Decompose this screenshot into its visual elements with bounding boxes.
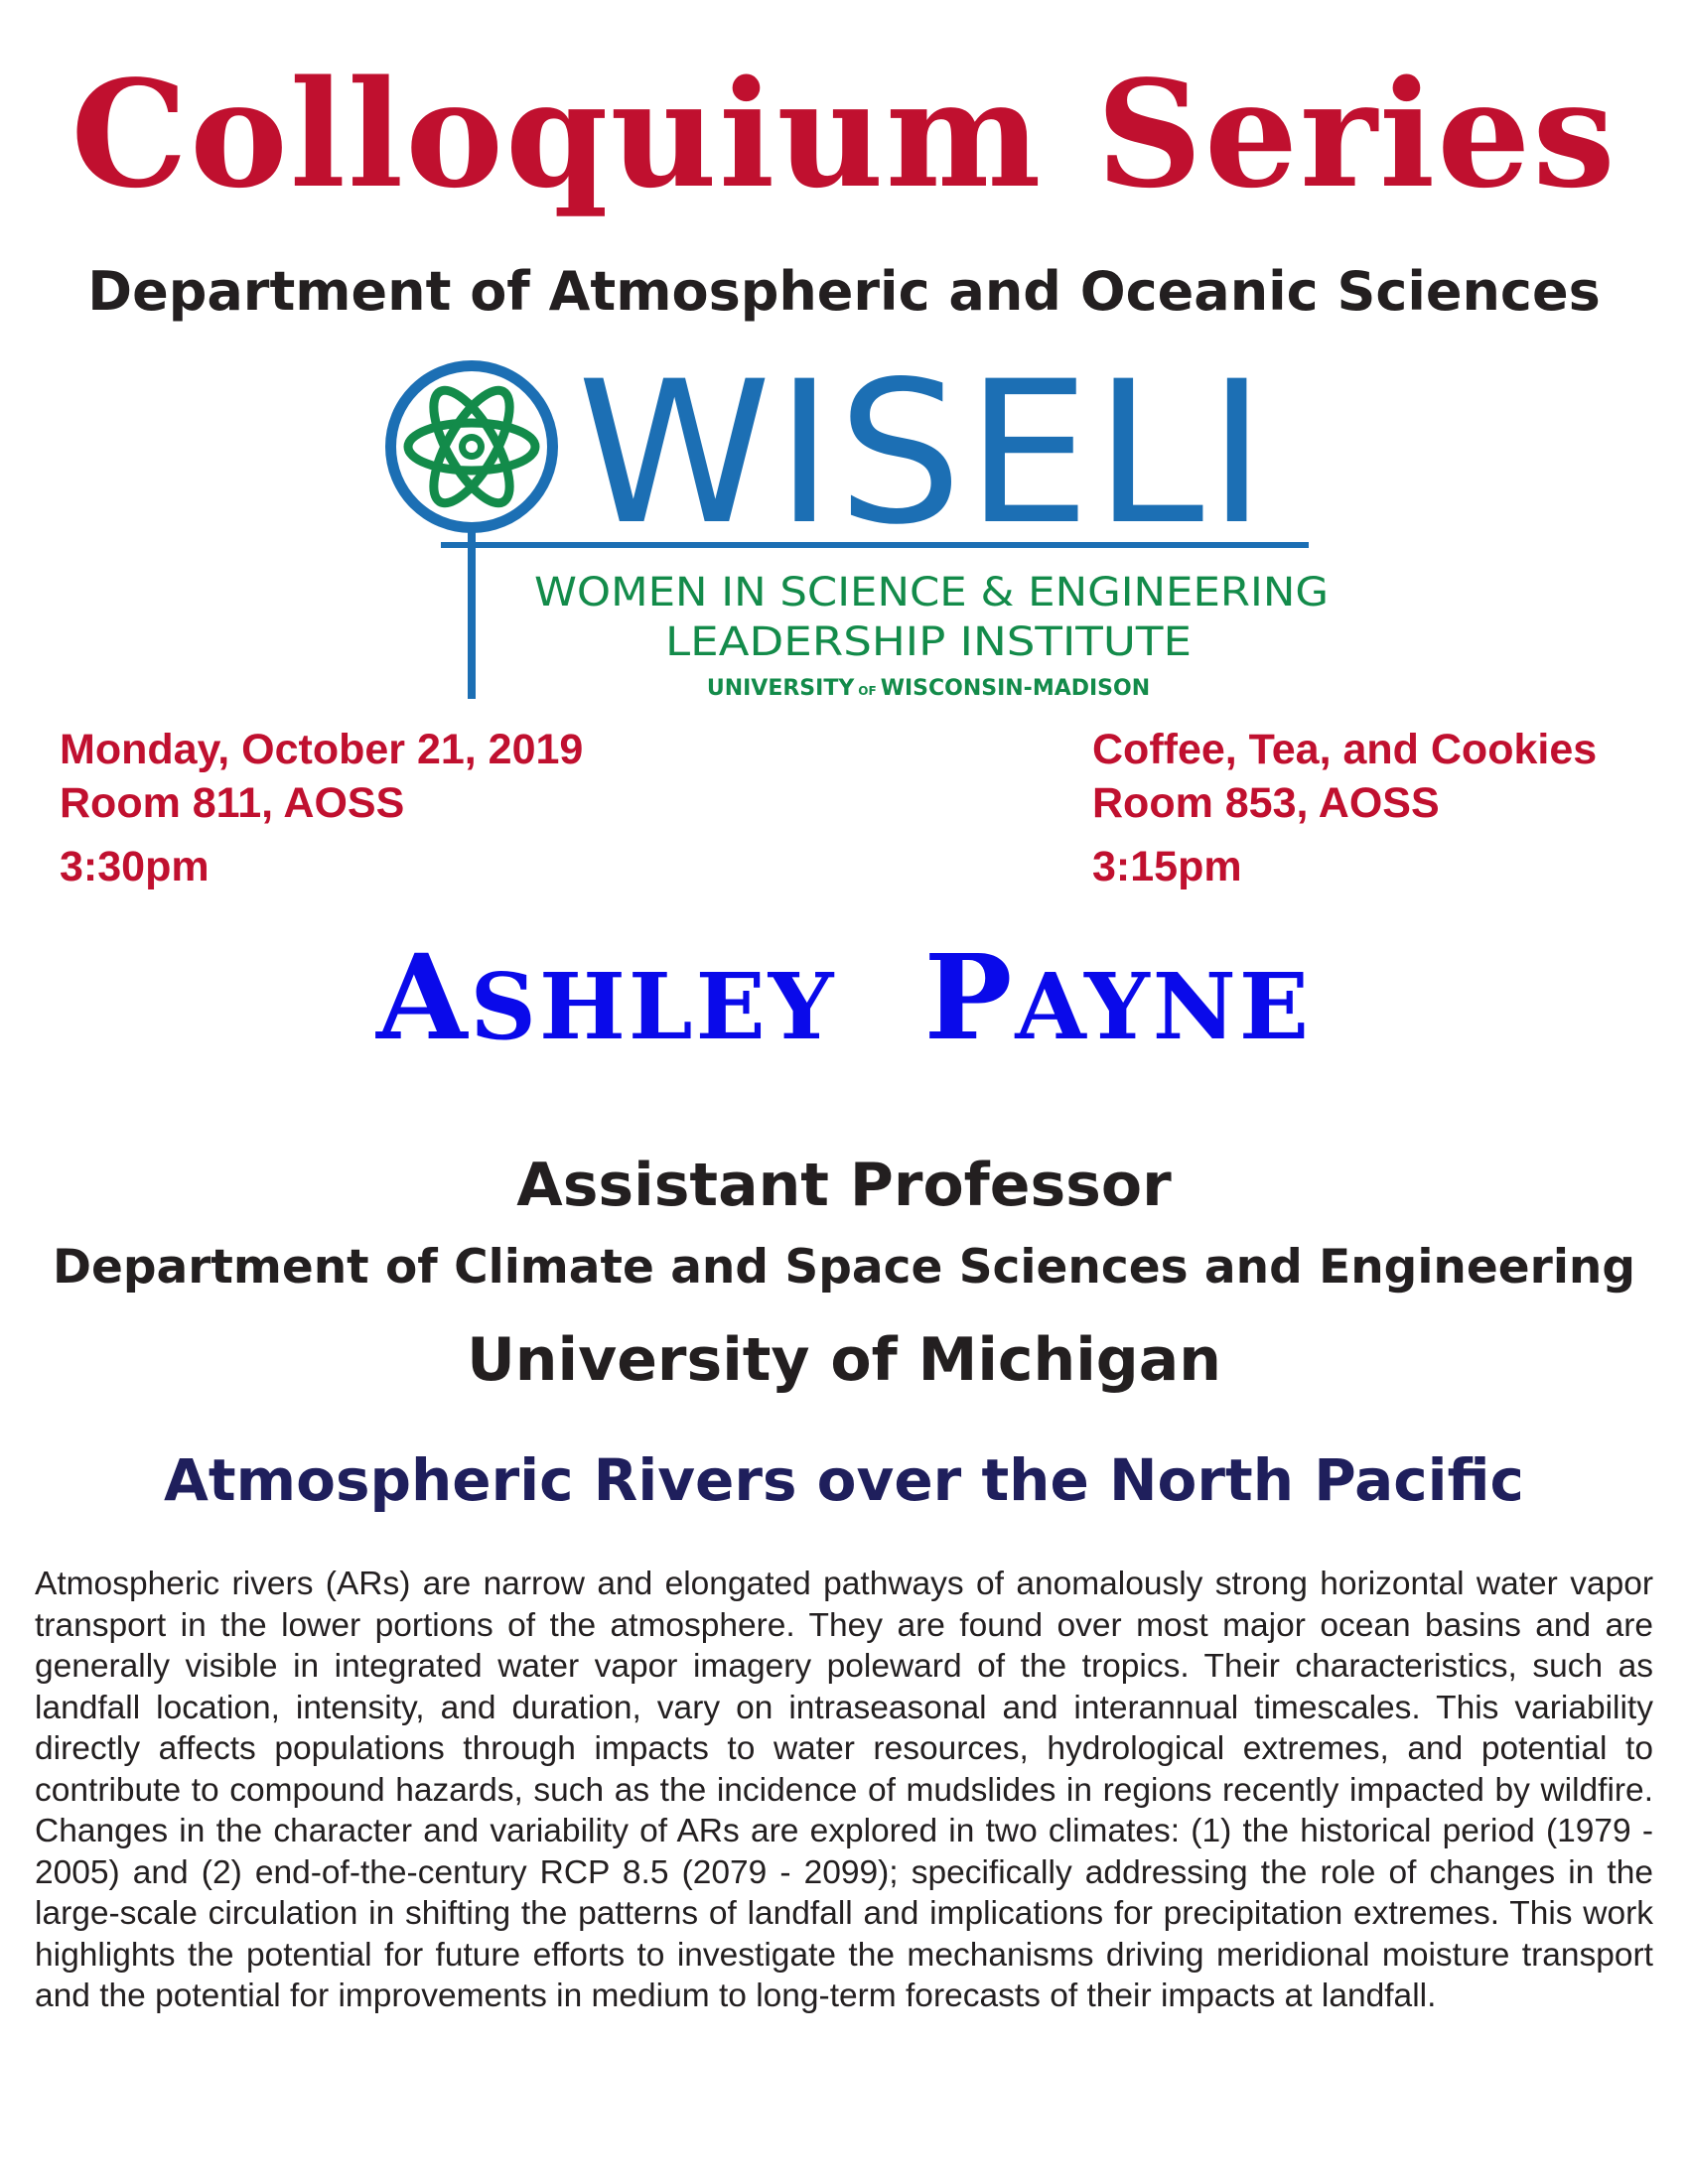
wiseli-wordmark: WISELI — [577, 357, 1270, 568]
talk-abstract: Atmospheric rivers (ARs) are narrow and elongated pathways of anomalously strong horizontal water vapor transport in the lower portions of the atmosphere. They are found over most major ocean basins and are generally visible in integrated water vapor imagery poleward of the tropics. Their characteristics, such as landfall location, intensity, and duration, vary on intraseasonal and interannual timescales. This variability directly affects populations through impacts to water resources, hydrological extremes, and potential to contribute to compound hazards, such as the incidence of mudslides in regions recently impacted by wildfire. Changes in the character and variability of ARs are explored in two climates: (1) the historical period (1979 - 2005) and (2) end-of-the-century RCP 8.5 (2079 - 2099); specifically addressing the role of changes in the large-scale circulation in shifting the patterns of landfall and implications for precipitation extremes. This work highlights the potential for future efforts to investigate the mechanisms driving meridional moisture transport and the potential for improvements in medium to long-term forecasts of their impacts at landfall. — [35, 1566, 1653, 2014]
speaker-department: Department of Climate and Space Sciences and Engineering — [52, 1240, 1636, 1295]
reception-time: 3:15pm — [1092, 843, 1242, 890]
reception-details — [1092, 723, 1597, 893]
reception-room: Room 853, AOSS — [1092, 779, 1440, 827]
event-details — [60, 723, 583, 893]
event-time: 3:30pm — [60, 843, 210, 890]
speaker-name: ASHLEY PAYNE — [375, 928, 1313, 1066]
wiseli-logo — [377, 357, 1331, 705]
event-room: Room 811, AOSS — [60, 779, 405, 827]
speaker-university: University of Michigan — [467, 1325, 1221, 1395]
speaker-title: Assistant Professor — [516, 1151, 1172, 1220]
wiseli-line2: LEADERSHIP INSTITUTE — [665, 619, 1192, 665]
series-title: Colloquium Series — [70, 48, 1618, 220]
event-date: Monday, October 21, 2019 — [60, 726, 584, 773]
host-department: Department of Atmospheric and Oceanic Sciences — [87, 260, 1601, 323]
talk-title: Atmospheric Rivers over the North Pacific — [164, 1446, 1524, 1514]
wiseli-line3: UNIVERSITY OF WISCONSIN-MADISON — [706, 676, 1151, 701]
wiseli-line1: WOMEN IN SCIENCE & ENGINEERING — [534, 570, 1329, 615]
reception-title: Coffee, Tea, and Cookies — [1092, 726, 1598, 773]
